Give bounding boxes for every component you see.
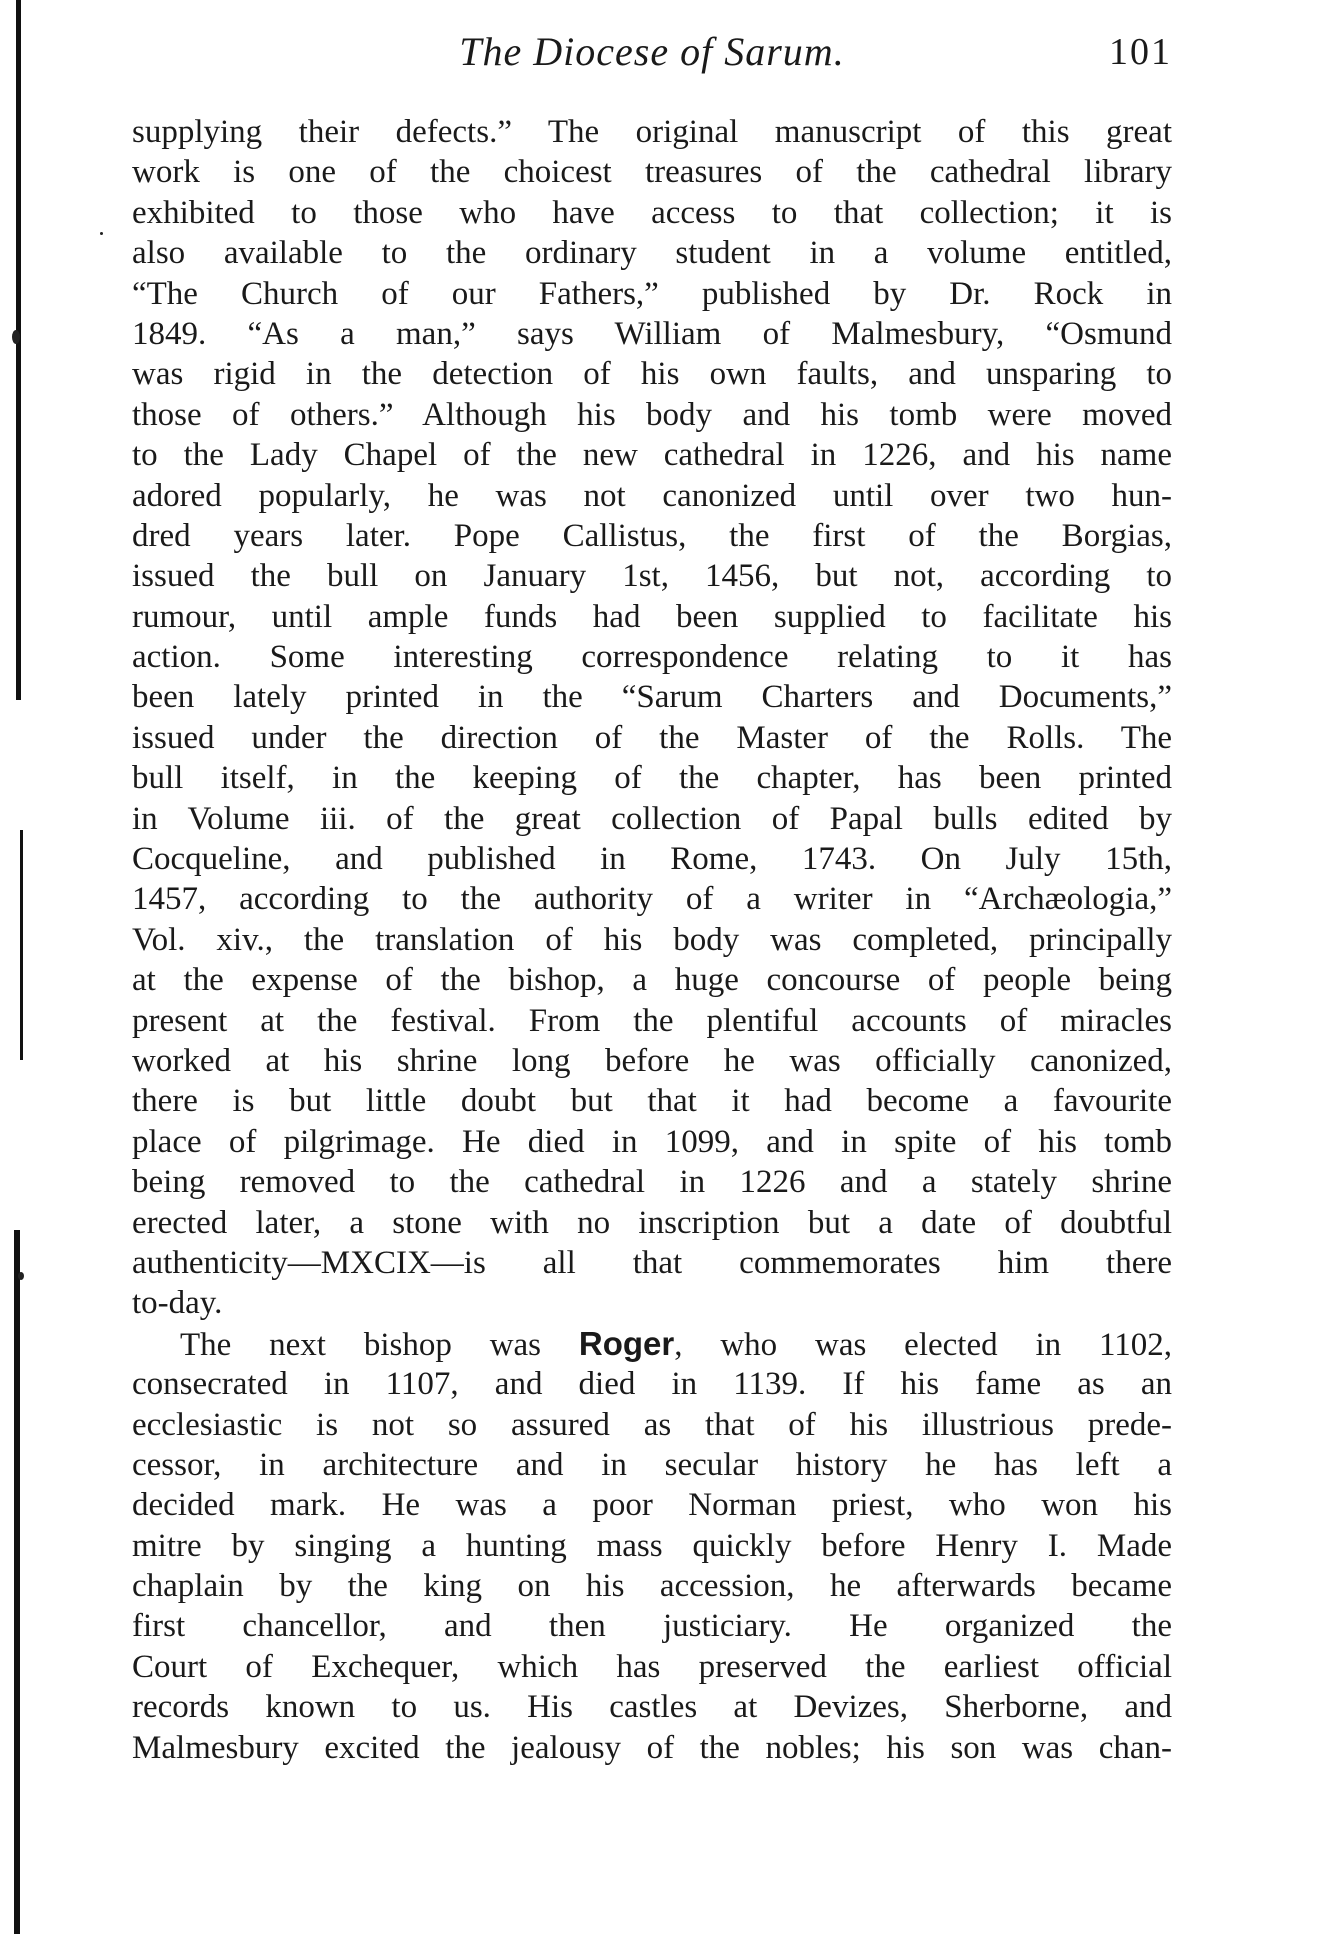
text-line: issued the bull on January 1st, 1456, but not, according to [132,558,1172,595]
text-line: in Volume iii. of the great collection of Papal bulls edited by [132,800,1172,837]
bishop-name: Roger [578,1324,675,1362]
text-line: records known to us. His castles at Devizes, Sherborne, and [132,1689,1172,1726]
scan-edge-artifact [16,0,21,700]
text-line: supplying their defects.” The original manuscript of this great [132,114,1172,150]
text-line: rumour, until ample funds had been supplied to facilitate his [132,598,1172,635]
paragraph-osmund [132,112,1172,1324]
text-line: “The Church of our Fathers,” published by Dr. Rock in [132,275,1172,312]
text-line: was rigid in the detection of his own faults, and unsparing to [132,356,1172,393]
text-line: place of pilgrimage. He died in 1099, and in spite of his tomb [132,1123,1172,1160]
scan-speck [12,330,20,344]
text-run: , who was elected in 1102, [674,1326,1173,1363]
text-line: also available to the ordinary student in a volume entitled, [132,235,1172,272]
text-line: mitre by singing a hunting mass quickly before Henry I. Made [132,1527,1172,1564]
text-line: dred years later. Pope Callistus, the first of the Borgias, [132,517,1172,554]
text-line: Malmesbury excited the jealousy of the nobles; his son was chan- [132,1729,1172,1766]
text-line: consecrated in 1107, and died in 1139. If his fame as an [132,1366,1172,1403]
text-line: first chancellor, and then justiciary. He organized the [132,1608,1172,1645]
text-line: Vol. xiv., the translation of his body was completed, principally [132,921,1172,958]
text-line: Cocqueline, and published in Rome, 1743. On July 15th, [132,841,1172,878]
text-line: being removed to the cathedral in 1226 and a stately shrine [132,1164,1172,1201]
text-line: worked at his shrine long before he was officially canonized, [132,1042,1172,1079]
paragraph-roger [132,1324,1172,1768]
text-line: to the Lady Chapel of the new cathedral in 1226, and his name [132,437,1172,474]
text-line: there is but little doubt but that it had become a favourite [132,1083,1172,1120]
text-line: Court of Exchequer, which has preserved the earliest official [132,1648,1172,1685]
scan-edge-artifact [20,830,23,1060]
text-line: action. Some interesting correspondence relating to it has [132,639,1172,676]
text-line: bull itself, in the keeping of the chapter, has been printed [132,760,1172,797]
scan-speck [100,232,103,235]
text-line: exhibited to those who have access to that collection; it is [132,194,1172,231]
text-run: The next bishop was [180,1326,579,1363]
text-line: decided mark. He was a poor Norman priest, who won his [132,1487,1172,1524]
body-text [132,112,1172,1768]
page-number: 101 [1109,31,1172,73]
text-line: those of others.” Although his body and his tomb were moved [132,396,1172,433]
text-line: cessor, in architecture and in secular history he has left a [132,1446,1172,1483]
text-line: work is one of the choicest treasures of the cathedral library [132,154,1172,191]
text-line: issued under the direction of the Master of the Rolls. The [132,719,1172,756]
text-line: 1849. “As a man,” says William of Malmesbury, “Osmund [132,315,1172,352]
text-line: at the expense of the bishop, a huge concourse of people being [132,962,1172,999]
text-line: to-day. [132,1285,223,1322]
scan-speck [18,1272,24,1280]
scan-edge-artifact [14,1230,20,1934]
text-line: 1457, according to the authority of a writer in “Archæologia,” [132,881,1172,918]
text-line-first [132,1324,1172,1364]
text-line: been lately printed in the “Sarum Charters and Documents,” [132,679,1172,716]
text-line: chaplain by the king on his accession, he afterwards became [132,1568,1172,1605]
page-header [132,28,1172,88]
text-line: erected later, a stone with no inscription but a date of doubtful [132,1204,1172,1241]
text-line: ecclesiastic is not so assured as that of his illustrious prede- [132,1406,1172,1443]
running-title: The Diocese of Sarum. [459,29,845,74]
text-line: authenticity—MXCIX—is all that commemorates him there [132,1244,1172,1281]
text-line: adored popularly, he was not canonized until over two hun- [132,477,1172,514]
text-line: present at the festival. From the plentiful accounts of miracles [132,1002,1172,1039]
